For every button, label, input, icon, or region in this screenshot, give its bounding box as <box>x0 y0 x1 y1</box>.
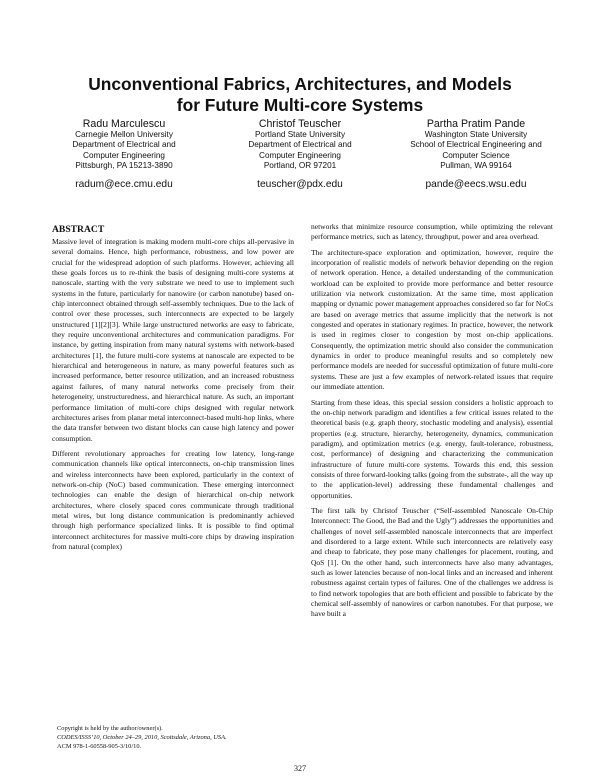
affiliation-line: Pittsburgh, PA 15213-3890 <box>75 161 173 171</box>
title-line-2: for Future Multi-core Systems <box>176 95 424 115</box>
author-3 <box>388 118 564 191</box>
author-email: radum@ece.cmu.edu <box>75 178 173 190</box>
affiliation-line: Pullman, WA 99164 <box>440 161 512 171</box>
copyright-notice <box>57 725 297 751</box>
conference-line: CODES/ISSS’10, October 24–29, 2010, Scottsdale, Arizona, USA. <box>57 733 227 741</box>
body-paragraph: Starting from these ideas, this special session considers a holistic approach to the on-chip network paradigm and identifies a few critical issues related to the theoretical basis (e.g. graph theory, stochastic modeling and analysis), essential properties (e.g. structure, hierarchy, heterogeneity, dynamics, communication paradigm), and optimization metrics (e.g. energy, fault-tolerance, robustness, cost, performance) of designing and characterizing the communication infrastructure of future multi-core systems. Towards this end, this session consists of three forward-looking talks (going from the substrate-, all the way up to the application-level) addressing these fundamental challenges and opportunities. <box>311 397 553 500</box>
author-2 <box>212 118 388 191</box>
author-block <box>36 118 564 191</box>
affiliation-line: Department of Electrical and <box>72 140 176 150</box>
body-paragraph: The architecture-space exploration and optimization, however, require the incorporation of realistic models of network behavior depending on the region of network operation. Hence, a detailed understanding of the communication workload can be exploited to provide more performance and better resource utilization via network customization. At the same time, most application mapping or dynamic power management approaches considered so far for NoCs are based on average metrics that assume implicitly that the network is not congested and operates in stationary regimes. In practice, however, the network is used in regimes closer to congestion by most on-chip applications. Consequently, the optimization metric should also consider the communication dynamics in order to produce meaningful results and so completely new performance models are needed for successful optimization of future multi-core systems. These are just a few examples of network-related issues that require our immediate attention. <box>311 247 553 392</box>
affiliation-line: Carnegie Mellon University <box>75 130 173 139</box>
affiliation-line: Computer Engineering <box>259 150 341 160</box>
author-email: pande@eecs.wsu.edu <box>425 178 527 190</box>
body-paragraph: Different revolutionary approaches for creating low latency, long-range communication channels like optical interconnects, on-chip transmission lines and wireless interconnects have been explored, particularly in the context of network-on-chip (NoC) based communication. These emerging interconnect technologies can enable the design of hierarchical on-chip network architectures, where closely spaced cores communicate through traditional metal wires, but long distance communication is predominantly achieved through high performance specialized links. It is possible to find optimal interconnect architectures for massive multi-core chips by drawing inspiration from natural (complex) <box>52 448 294 551</box>
left-column <box>52 224 294 557</box>
author-name: Radu Marculescu <box>82 118 166 130</box>
affiliation-line: Washington State University <box>424 130 528 139</box>
paper-title <box>40 74 560 116</box>
abstract-heading: ABSTRACT <box>52 224 105 235</box>
body-paragraph: networks that minimize resource consumption, while optimizing the relevant performance metrics, such as latency, throughput, power and area overhead. <box>311 222 553 242</box>
affiliation-line: Department of Electrical and <box>248 140 352 150</box>
title-line-1: Unconventional Fabrics, Architectures, and Models <box>88 74 512 94</box>
affiliation-line: Computer Engineering <box>83 150 165 160</box>
body-paragraph: The first talk by Christof Teuscher (“Self-assembled Nanoscale On-Chip Interconnect: The Good, the Bad and the Ugly”) addresses the opportunities and challenges of novel self-assembled nanoscale interconnects that are imperfect and disordered to a large extent. While such interconnects are relatively easy and cheap to fabricate, they pose many challenges for placement, routing, and QoS [1]. On the other hand, such interconnects have also many advantages, such as lower latencies because of non-local links and an increased and inherent robustness against certain types of failures. One of the challenges we address is to find network topologies that are both efficient and possible to fabricate by the chemical self-assembly of nanowires or carbon nanotubes. For that purpose, we have built a <box>311 505 553 619</box>
author-name: Partha Pratim Pande <box>426 118 526 130</box>
author-email: teuscher@pdx.edu <box>257 178 343 190</box>
author-name: Christof Teuscher <box>258 118 342 130</box>
body-paragraph: Massive level of integration is making modern multi-core chips all-pervasive in several domains. Hence, high performance, robustness, and low power are crucial for the widespread adoption of such platforms. However, achieving all these goals forces us to re-think the basis of designing multi-core systems at nanoscale, starting with the very substrate we need to use to implement such systems in the future, particularly for nanowire (or carbon nanotube) based on-chip interconnect obtained through self-assembly techniques. Due to the lack of control over these processes, such interconnects are expected to be largely unstructured [1][2][3]. While large unstructured networks are easy to fabricate, they require unconventional architectures and communication paradigms. For instance, by getting inspiration from many natural systems with network-based architectures [1], the future multi-core systems at nanoscale are expected to be hierarchical and heterogeneous in nature, as many powerful features such as increased performance, better resource utilization, and an increased robustness against failures, of many natural networks come precisely from their heterogeneity, unstructuredness, and hierarchical nature. As such, an important performance limitation of multi-core chips designed with regular network architectures arises from planar metal interconnect-based multi-hop links, where the data transfer between two distant blocks can cause high latency and power consumption. <box>52 237 294 443</box>
affiliation-line: Portland, OR 97201 <box>263 161 337 171</box>
acm-isbn-line: ACM 978-1-60558-905-3/10/10. <box>57 742 142 750</box>
copyright-line: Copyright is held by the author/owner(s). <box>57 725 163 732</box>
author-1 <box>36 118 212 191</box>
affiliation-line: Portland State University <box>254 130 346 139</box>
right-column <box>311 222 553 625</box>
page-number: 327 <box>294 764 306 773</box>
affiliation-line: Computer Science <box>442 150 510 160</box>
affiliation-line: School of Electrical Engineering and <box>410 140 542 150</box>
